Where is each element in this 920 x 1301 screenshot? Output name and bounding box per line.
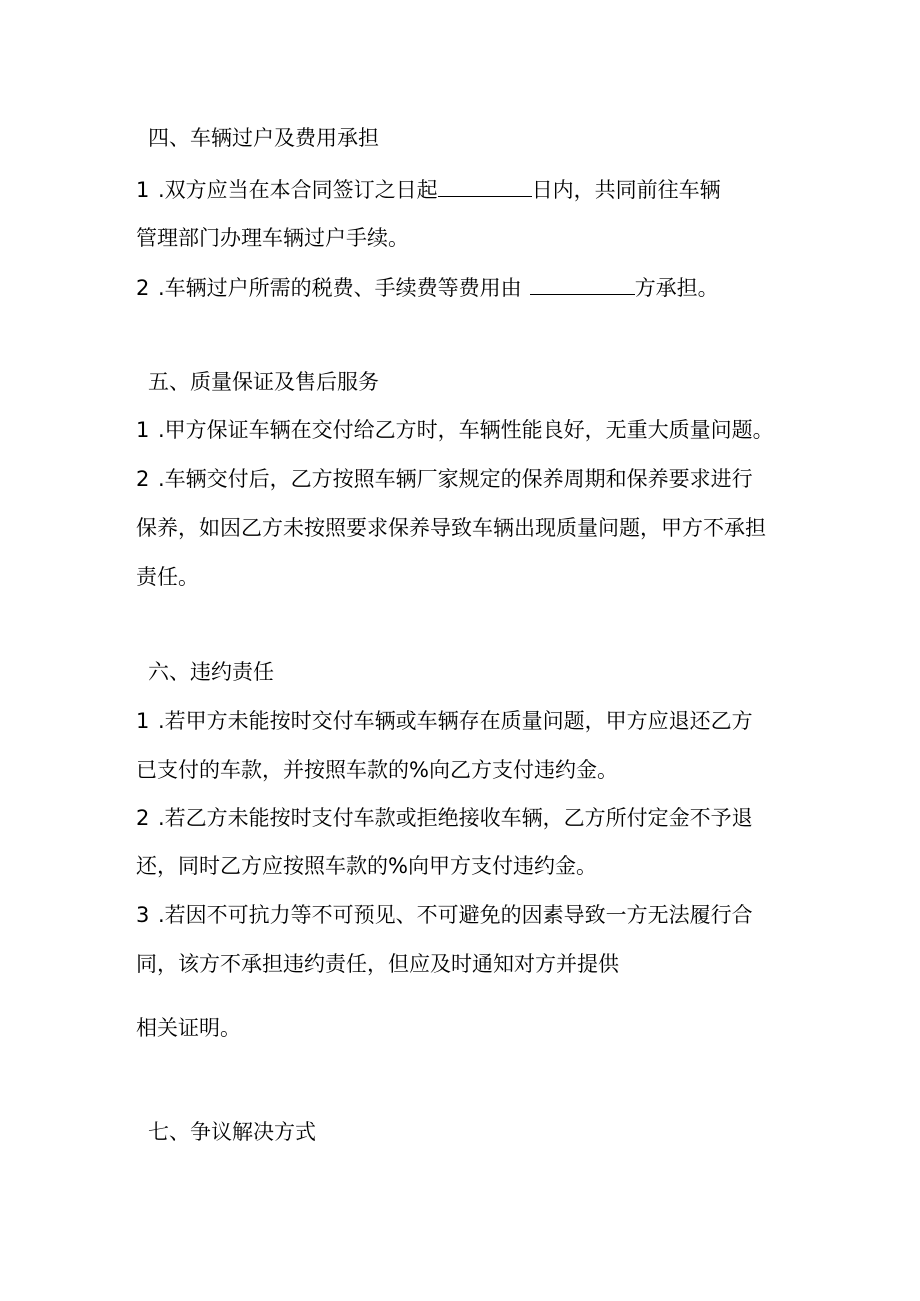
item-text: .若乙方未能按时支付车款或拒绝接收车辆，乙方所付定金不予退 (158, 806, 753, 830)
item-number: 2 (136, 806, 150, 830)
days-blank-field[interactable] (438, 174, 532, 197)
item-number: 3 (136, 903, 150, 927)
section-6-item-1 (136, 706, 753, 736)
section-6-item-2 (136, 803, 753, 833)
section-4-item-1 (136, 174, 721, 205)
party-blank-field[interactable] (530, 272, 635, 295)
item-text: .车辆过户所需的税费、手续费等费用由 (158, 276, 522, 300)
section-4-item-2 (136, 272, 719, 303)
section-5-item-2 (136, 464, 753, 494)
item-text: .若因不可抗力等不可预见、不可避免的因素导致一方无法履行合 (158, 903, 753, 927)
section-5-heading: 五、质量保证及售后服务 (148, 370, 379, 394)
section-5-item-2-continuation: 保养，如因乙方未按照要求保养导致车辆出现质量问题，甲方不承担 (136, 516, 766, 540)
section-7-heading: 七、争议解决方式 (148, 1120, 316, 1144)
item-number: 2 (136, 467, 150, 491)
section-4-item-1-continuation: 管理部门办理车辆过户手续。 (136, 226, 409, 250)
item-number: 1 (136, 709, 150, 733)
section-6-item-3-continuation: 同，该方不承担违约责任，但应及时通知对方并提供 (136, 952, 619, 976)
item-text: 方承担。 (634, 276, 719, 300)
item-text: .若甲方未能按时交付车辆或车辆存在质量问题，甲方应退还乙方 (158, 709, 753, 733)
section-6-item-3 (136, 900, 753, 930)
section-5-item-2-continuation: 责任。 (136, 565, 199, 589)
item-text: .车辆交付后，乙方按照车辆厂家规定的保养周期和保养要求进行 (158, 467, 753, 491)
item-text: .甲方保证车辆在交付给乙方时，车辆性能良好，无重大质量问题。 (158, 418, 774, 442)
section-5-item-1 (136, 415, 774, 445)
section-6-item-2-continuation: 还，同时乙方应按照车款的%向甲方支付违约金。 (136, 854, 597, 878)
item-number: 1 (136, 178, 150, 202)
item-text: 日内，共同前往车辆 (531, 178, 721, 202)
section-6-item-3-continuation: 相关证明。 (136, 1016, 241, 1040)
section-4-heading: 四、车辆过户及费用承担 (148, 126, 379, 150)
item-number: 1 (136, 418, 150, 442)
item-number: 2 (136, 276, 150, 300)
section-6-item-1-continuation: 已支付的车款，并按照车款的%向乙方支付违约金。 (136, 758, 618, 782)
item-text: .双方应当在本合同签订之日起 (158, 178, 438, 202)
section-6-heading: 六、违约责任 (148, 660, 274, 684)
